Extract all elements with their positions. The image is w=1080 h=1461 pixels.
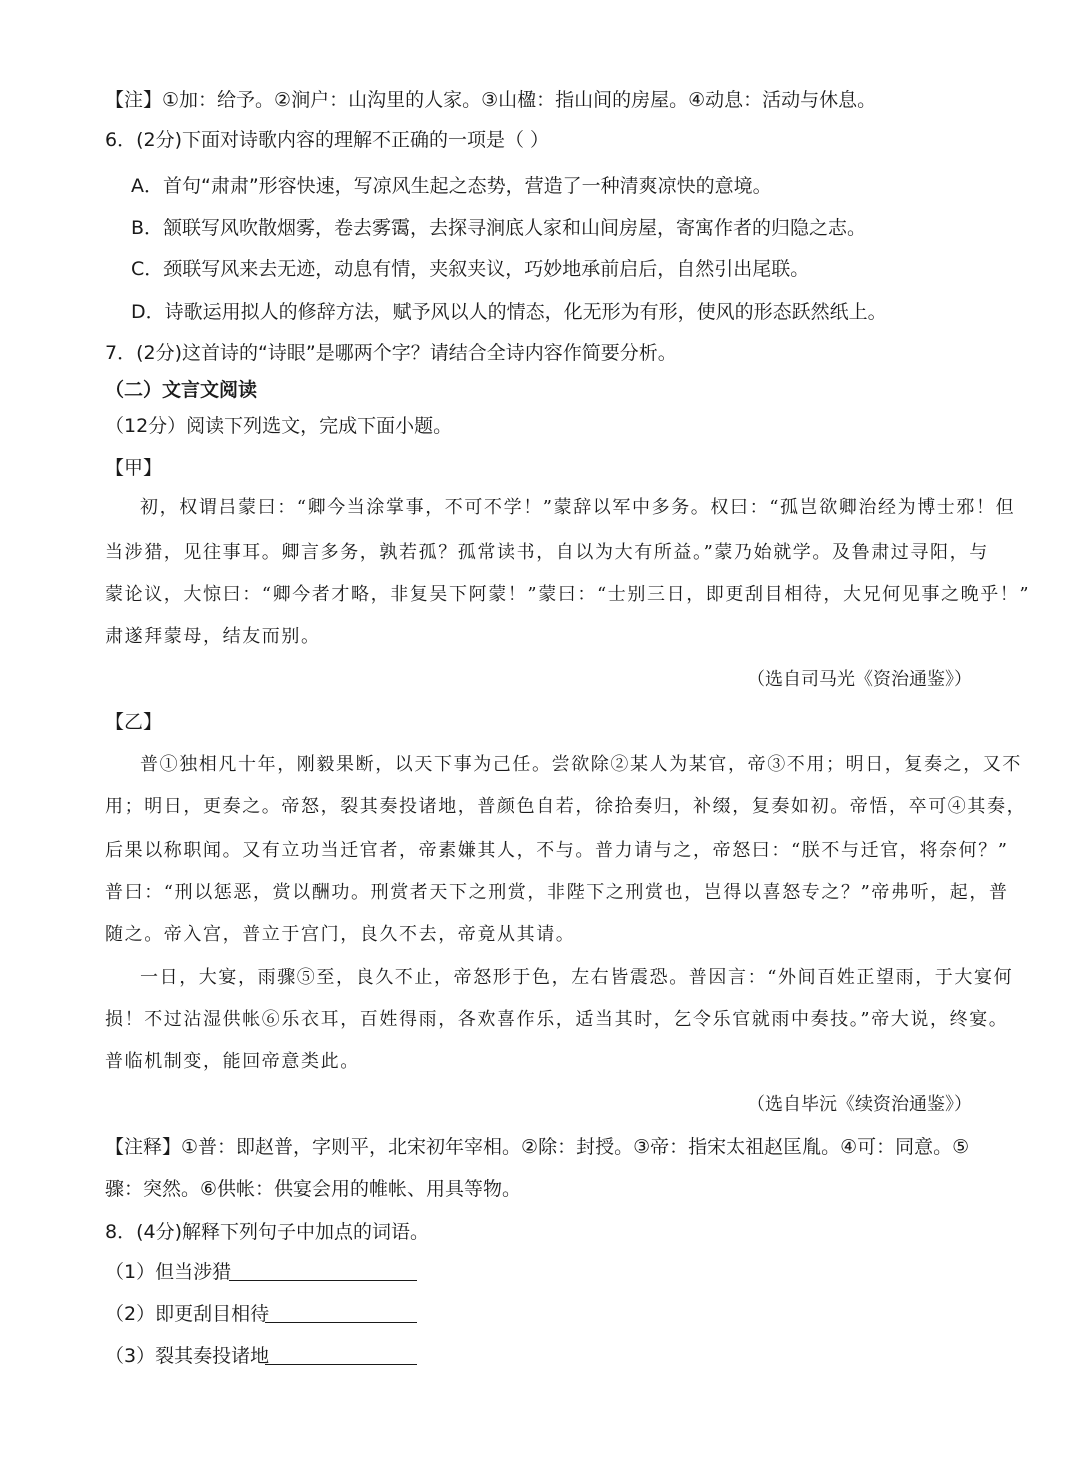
passage-yi-line: 用；明日，更奏之。帝怒，裂其奏投诸地，普颜色自若，徐拾奏归，补缀，复奏如初。帝悟，卒可④其奏，: [105, 796, 1027, 817]
passage-yi-line: 损！不过沾湿供帐⑥乐衣耳，百姓得雨，各欢喜作乐，适当其时，乞令乐官就雨中奏技。”帝大说，终宴。: [105, 1009, 1009, 1030]
passage-jia-line: 肃遂拜蒙母，结友而别。: [105, 626, 321, 647]
annotation-line: 【注释】①普：即赵普，字则平，北宋初年宰相。②除：封授。③帝：指宋太祖赵匡胤。④可：同意。⑤: [105, 1136, 970, 1158]
passage-jia-line: 初，权谓吕蒙曰：“卿今当涂掌事，不可不学！”蒙辞以军中多务。权曰：“孤岂欲卿治经为博士邪！但: [140, 497, 1016, 518]
passage-jia-line: 当涉猎，见往事耳。卿言多务，孰若孤？孤常读书，自以为大有所益。”蒙乃始就学。及鲁肃过寻阳，与: [105, 542, 989, 563]
passage-yi-line: 普临机制变，能回帝意类此。: [105, 1051, 360, 1072]
passage-yi-source: （选自毕沅《续资治通鉴》）: [747, 1094, 972, 1115]
passage-jia-label: 【甲】: [105, 457, 163, 479]
passage-yi-line: 随之。帝入宫，普立于宫门，良久不去，帝竟从其请。: [105, 924, 576, 945]
section-heading: （二）文言文阅读: [105, 379, 258, 401]
section-intro: （12分）阅读下列选文，完成下面小题。: [105, 415, 453, 437]
q6-option-b: B．颔联写风吹散烟雾，卷去雾霭，去探寻涧底人家和山间房屋，寄寓作者的归隐之志。: [131, 217, 867, 239]
passage-jia-line: 蒙论议，大惊曰：“卿今者才略，非复吴下阿蒙！”蒙曰：“士别三日，即更刮目相待，大兄何见事之晚乎！”: [105, 584, 1031, 605]
q6-option-c: C．颈联写风来去无迹，动息有情，夹叙夹议，巧妙地承前启后，自然引出尾联。: [131, 258, 810, 280]
q6-option-a: A．首句“肃肃”形容快速，写凉风生起之态势，营造了一种清爽凉快的意境。: [131, 175, 772, 197]
question-6-stem: 6．(2分)下面对诗歌内容的理解不正确的一项是（ ）: [105, 129, 550, 151]
answer-blank-1[interactable]: [229, 1280, 417, 1281]
q8-item-1: （1）但当涉猎: [105, 1261, 232, 1283]
passage-jia-source: （选自司马光《资治通鉴》）: [747, 669, 972, 690]
passage-yi-label: 【乙】: [105, 711, 163, 733]
answer-blank-2[interactable]: [265, 1322, 417, 1323]
question-8-stem: 8．(4分)解释下列句子中加点的词语。: [105, 1221, 430, 1243]
answer-blank-3[interactable]: [265, 1364, 417, 1365]
passage-yi-line: 后果以称职闻。又有立功当迁官者，帝素嫌其人，不与。普力请与之，帝怒曰：“朕不与迁官，将奈何？”: [105, 840, 1009, 861]
passage-yi-line: 普①独相凡十年，刚毅果断，以天下事为己任。尝欲除②某人为某官，帝③不用；明日，复奏之，又不: [140, 754, 1022, 775]
q8-item-3: （3）裂其奏投诸地: [105, 1345, 270, 1367]
passage-yi-line: 一日，大宴，雨骤⑤至，良久不止，帝怒形于色，左右皆震恐。普因言：“外间百姓正望雨，于大宴何: [140, 967, 1014, 988]
q8-item-2: （2）即更刮目相待: [105, 1303, 270, 1325]
passage-yi-line: 普曰：“刑以惩恶，赏以酬功。刑赏者天下之刑赏，非陛下之刑赏也，岂得以喜怒专之？”帝弗听，起，普: [105, 882, 1009, 903]
poem-note: 【注】①加：给予。②涧户：山沟里的人家。③山楹：指山间的房屋。④动息：活动与休息。: [105, 89, 877, 111]
annotation-line: 骤：突然。⑥供帐：供宴会用的帷帐、用具等物。: [105, 1178, 522, 1200]
question-7-stem: 7．(2分)这首诗的“诗眼”是哪两个字？请结合全诗内容作简要分析。: [105, 342, 677, 364]
q6-option-d: D．诗歌运用拟人的修辞方法，赋予风以人的情态，化无形为有形，使风的形态跃然纸上。: [131, 301, 887, 323]
